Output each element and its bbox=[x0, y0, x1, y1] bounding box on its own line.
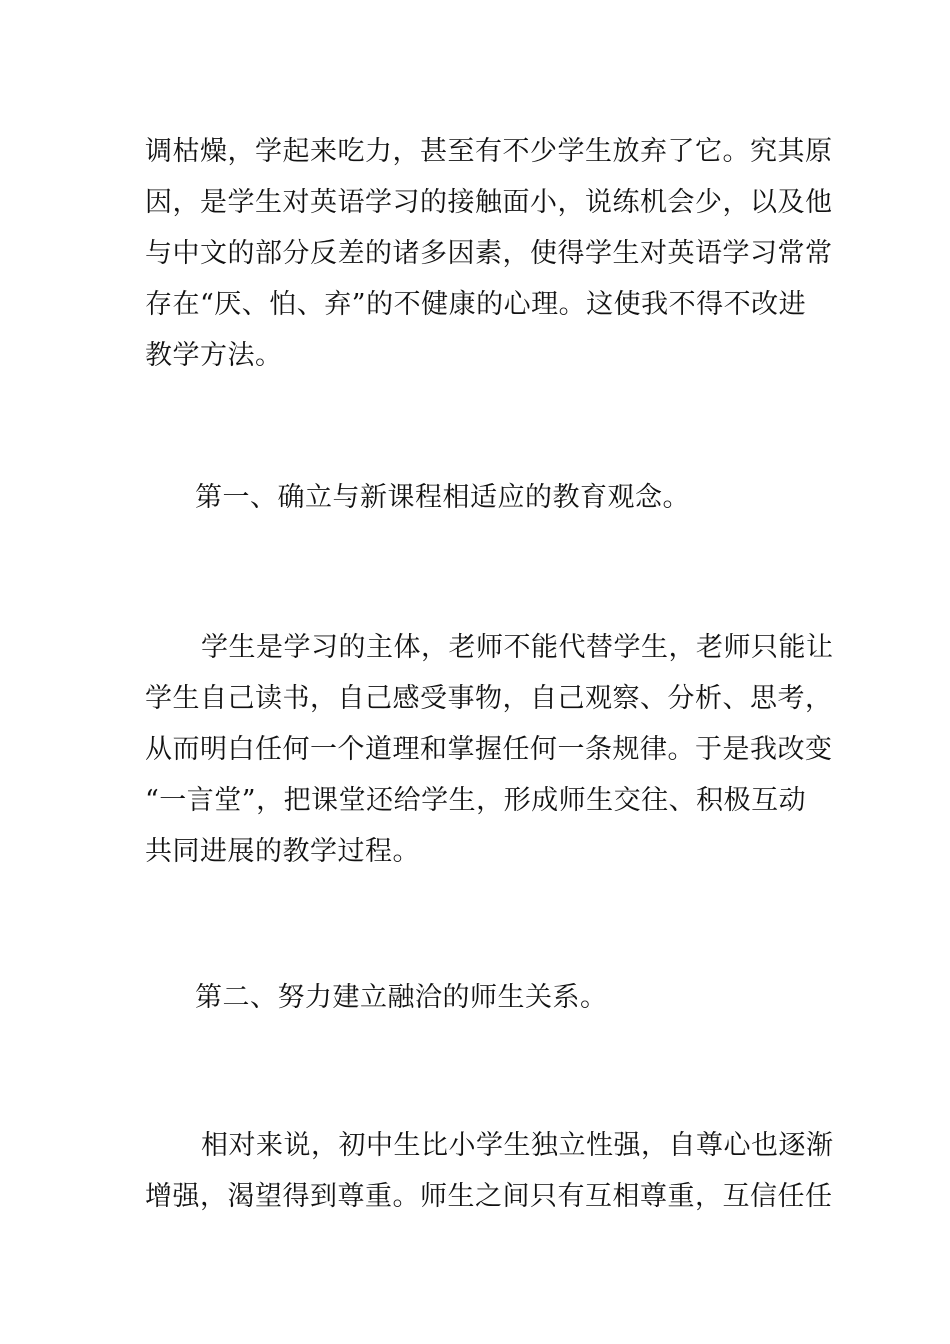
paragraph-3 bbox=[145, 1120, 834, 1222]
paragraph-line: 与中文的部分反差的诸多因素，使得学生对英语学习常常 bbox=[145, 238, 833, 269]
paragraph-line: 增强，渴望得到尊重。师生之间只有互相尊重，互信任任 bbox=[145, 1181, 833, 1212]
paragraph-line: 教学方法。 bbox=[145, 340, 283, 371]
heading-text: 第二、努力建立融洽的师生关系。 bbox=[195, 982, 608, 1013]
paragraph-2 bbox=[145, 622, 834, 877]
section-heading-2 bbox=[195, 972, 859, 1023]
section-heading-1 bbox=[195, 472, 859, 523]
paragraph-line: “一言堂”，把课堂还给学生，形成师生交往、积极互动 bbox=[145, 785, 807, 816]
paragraph-line: 存在“厌、怕、弃”的不健康的心理。这使我不得不改进 bbox=[145, 289, 807, 320]
paragraph-line: 调枯燥，学起来吃力，甚至有不少学生放弃了它。究其原 bbox=[145, 136, 833, 167]
paragraph-line: 共同进展的教学过程。 bbox=[145, 836, 420, 867]
paragraph-1 bbox=[145, 126, 833, 381]
paragraph-line: 学生是学习的主体，老师不能代替学生，老师只能让 bbox=[201, 632, 834, 663]
paragraph-line: 学生自己读书，自己感受事物，自己观察、分析、思考， bbox=[145, 683, 833, 714]
heading-text: 第一、确立与新课程相适应的教育观念。 bbox=[195, 482, 690, 513]
paragraph-line: 相对来说，初中生比小学生独立性强，自尊心也逐渐 bbox=[201, 1130, 834, 1161]
paragraph-line: 从而明白任何一个道理和掌握任何一条规律。于是我改变 bbox=[145, 734, 833, 765]
paragraph-line: 因，是学生对英语学习的接触面小，说练机会少，以及他 bbox=[145, 187, 833, 218]
